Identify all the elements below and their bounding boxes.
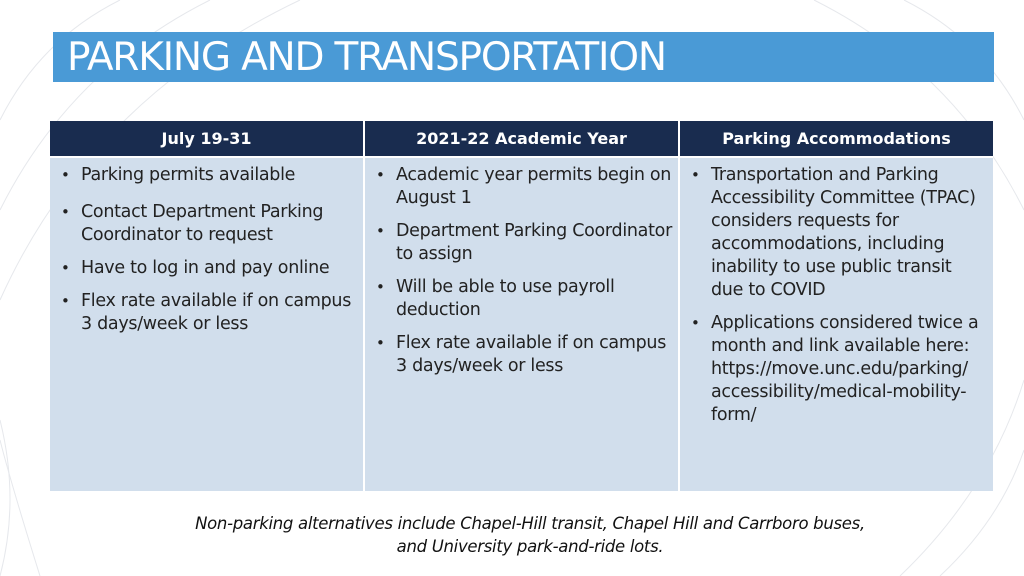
footer-line-2: and University park-and-ride lots. — [396, 537, 664, 556]
footer-line-1: Non-parking alternatives include Chapel-Hill transit, Chapel Hill and Carrboro buses, — [195, 514, 865, 533]
list-item: • Will be able to use payroll deduction — [371, 276, 672, 322]
info-table — [50, 121, 993, 491]
column-header: 2021-22 Academic Year — [365, 121, 678, 156]
list-item: • Flex rate available if on campus 3 days/week or less — [371, 332, 672, 378]
footer-note — [150, 512, 910, 558]
column-body — [50, 158, 363, 491]
list-item: • Flex rate available if on campus 3 days/week or less — [56, 290, 357, 336]
list-item: • Parking permits available — [56, 164, 357, 187]
column-july — [50, 121, 363, 491]
column-body — [365, 158, 678, 491]
column-header: Parking Accommodations — [680, 121, 993, 156]
column-header: July 19-31 — [50, 121, 363, 156]
column-academic-year — [365, 121, 678, 491]
list-item: • Transportation and Parking Accessibility Committee (TPAC) considers requests for accommodations, including inability to use public transit due to COVID — [686, 164, 987, 302]
title-banner — [53, 32, 994, 82]
list-item: • Applications considered twice a month and link available here: https://move.unc.edu/parking/ accessibility/medical-mobility-form/ — [686, 312, 987, 427]
list-item: • Contact Department Parking Coordinator to request — [56, 201, 357, 247]
list-item: • Department Parking Coordinator to assign — [371, 220, 672, 266]
column-accommodations — [680, 121, 993, 491]
list-item: • Academic year permits begin on August 1 — [371, 164, 672, 210]
list-item: • Have to log in and pay online — [56, 257, 357, 280]
page-title: PARKING AND TRANSPORTATION — [67, 34, 666, 80]
column-body — [680, 158, 993, 491]
